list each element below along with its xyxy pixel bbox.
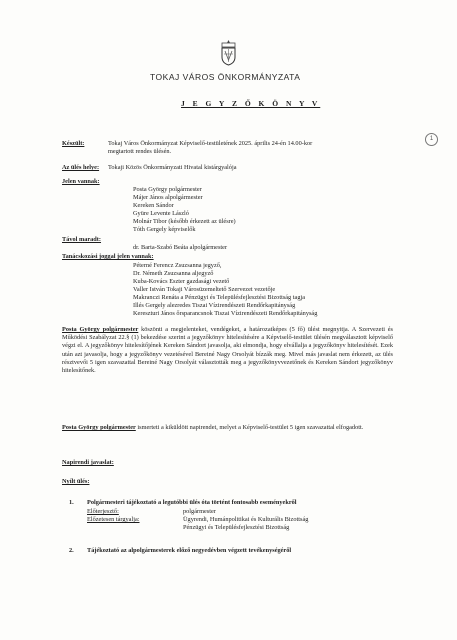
absent-member: dr. Barta-Szabó Beáta alpolgármester <box>133 244 228 251</box>
created-label: Készült: <box>62 140 85 147</box>
presenter-value: polgármester <box>183 508 216 515</box>
agenda-item-title: Tájékoztató az alpolgármesterek előző negyedévben végzett tevékenységéről <box>87 547 292 554</box>
opening-paragraph <box>62 326 393 375</box>
advisory-member: Illés Gergely alezredes Tiszai Vízirendészeti Rendőrkapitányság <box>133 302 296 309</box>
agenda-heading: Napirendi javaslat: <box>62 459 114 466</box>
agenda-item-number: 2. <box>69 547 74 554</box>
present-member: Gyüre Levente László <box>133 210 189 217</box>
open-session-heading: Nyílt ülés: <box>62 478 90 485</box>
present-member: Kereken Sándor <box>133 202 174 209</box>
page-mark: 1 <box>425 133 438 146</box>
document-heading: J E G Y Z Ő K Ö N Y V <box>181 99 321 108</box>
venue-label: Az ülés helye: <box>62 164 100 171</box>
absent-label: Távol maradt: <box>62 236 102 243</box>
created-line-2: megtartott rendes ülésén. <box>108 148 172 155</box>
venue-value: Tokaji Közös Önkormányzati Hivatal kistárgyalója <box>108 164 237 171</box>
agenda-item-title: Polgármesteri tájékoztató a legutóbbi ülés óta történt fontosabb eseményekről <box>87 499 297 506</box>
advisory-member: Makranczi Renáta a Pénzügyi és Településfejlesztési Bizottság tagja <box>133 294 306 301</box>
document-title: TOKAJ VÁROS ÖNKORMÁNYZATA <box>150 72 301 82</box>
paragraph-text: ismerteti a kiküldött napirendet, melyet a Képviselő-testület 5 igen szavazattal elfogadott. <box>137 424 364 431</box>
agenda-paragraph <box>62 424 393 432</box>
advisory-member: Péterné Ferencz Zsuzsanna jegyző, <box>133 262 222 269</box>
present-label: Jelen vannak: <box>62 178 100 185</box>
coat-of-arms-icon <box>219 40 238 66</box>
present-member: Posta György polgármester <box>133 186 202 193</box>
advisory-member: Dr. Németh Zsuzsanna aljegyző <box>133 270 214 277</box>
advisory-member: Kereszturi János őrsparancsnok Tiszai Vízirendészeti Rendőrkapitányság <box>133 310 318 317</box>
paragraph-text: köszönti a megjelenteket, vendégeket, a határozatképes (5 fő) ülést megnyitja. A Szervezeti és Működési Szabályzat 22.§ (1) bekezdése szerint a jegyzőkönyv hitelesítésére a Képviselő-testület ülésén megválasztott képviselő végzi el. A jegyzőkönyv hitelesítőjének Kereken Sándort javasolja, aki elmondja, hogy elvállalja a jegyzőkönyv hitelesítését. Ezek után azt javasolja, hogy a jegyzőkönyv vezetésével Bereiné Nagy Orsolyát bízzák meg. Mivel más javaslat nem érkezett, az ülés résztvevői 5 igen szavazattal Bereiné Nagy Orsolyát választották meg a jegyzőkönyvvezetőnek és Kereken Sándort jegyzőkönyv hitelesítőnek. <box>62 326 394 375</box>
present-member: Májer János alpolgármester <box>133 194 203 201</box>
advisory-member: Kuba-Kovács Eszter gazdasági vezető <box>133 278 230 285</box>
agenda-item-number: 1. <box>69 499 74 506</box>
advisory-member: Valler István Tokaji Városüzemeltető Szervezet vezetője <box>133 286 276 293</box>
prep-label: Előzetesen tárgyalja: <box>87 516 140 523</box>
presenter-label: Előterjesztő: <box>87 508 119 515</box>
speaker-name: Posta György polgármester <box>62 326 139 333</box>
speaker-name: Posta György polgármester <box>62 424 136 431</box>
prep-committee: Pénzügyi és Településfejlesztési Bizottság <box>183 524 290 531</box>
created-line-1: Tokaj Város Önkormányzat Képviselő-testületének 2025. április 24-én 14.00-kor <box>108 140 313 147</box>
prep-committee: Ügyrendi, Humánpolitikai és Kulturális Bizottság <box>183 516 309 523</box>
present-member: Molnár Tibor (később érkezett az ülésre) <box>133 218 236 225</box>
advisory-label: Tanácskozási joggal jelen vannak: <box>62 253 154 260</box>
present-member: Tóth Gergely képviselők <box>133 226 196 233</box>
